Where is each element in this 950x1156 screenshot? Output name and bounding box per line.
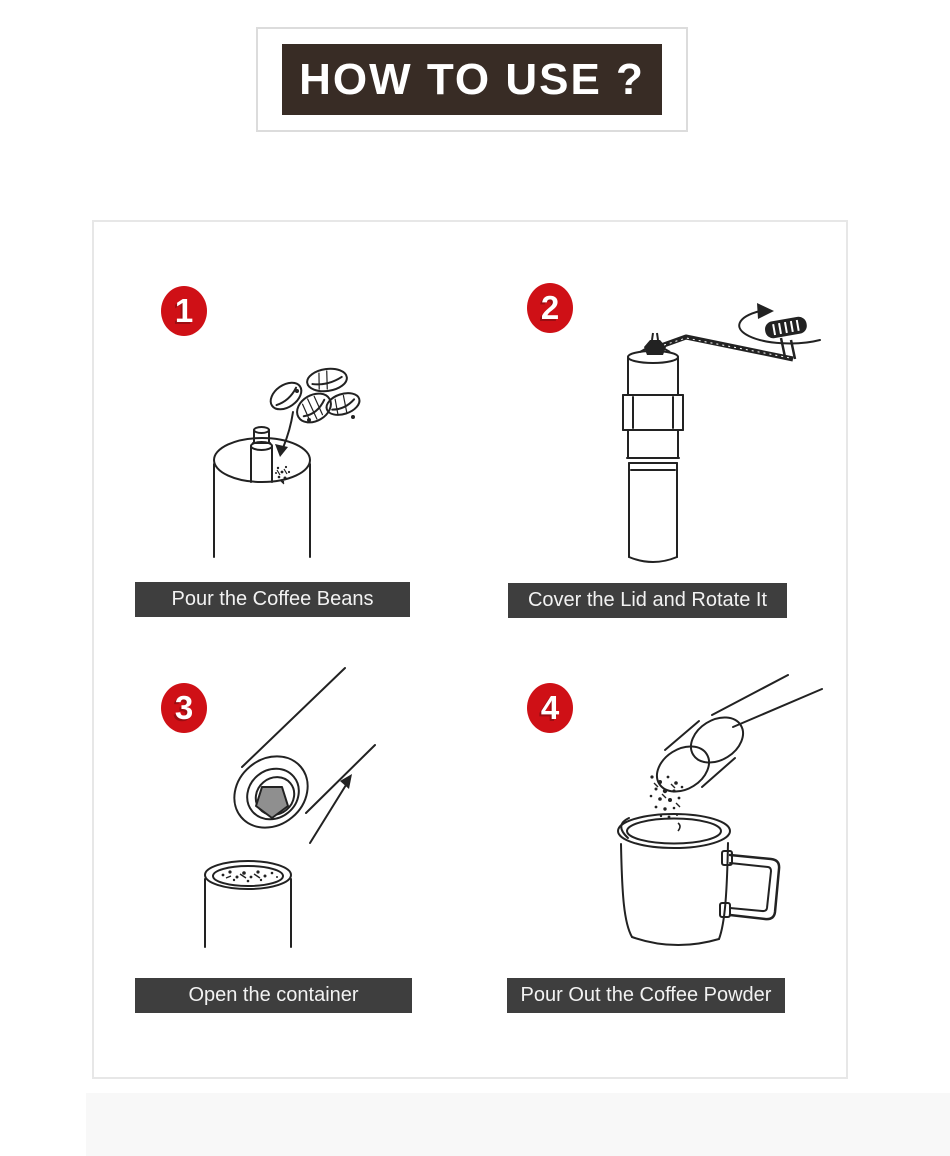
grinder-body [623,351,683,562]
burr-adjust-knob [256,787,288,818]
step-1-caption: Pour the Coffee Beans [135,582,410,617]
step-4-illustration-pouring-coffee-powder-into-pitcher [490,665,840,965]
instructions-panel [92,220,848,1079]
step-1-illustration-coffee-beans-poured-into-grinder-top [190,360,380,560]
step-2-illustration-grinder-with-crank-handle-and-rotation-arrow [500,295,840,575]
tilted-grinder-tube [220,668,375,842]
measuring-pitcher [618,814,779,945]
step-2-caption: Cover the Lid and Rotate It [508,583,787,618]
step-3-caption: Open the container [135,978,412,1013]
pour-arrow-icon [275,412,293,457]
crank-handle [661,315,808,359]
next-section-preview [86,1093,950,1156]
ground-coffee-in-container [222,870,278,882]
step-1-number-badge: 1 [161,286,207,336]
step-3-number-badge: 3 [161,683,207,733]
step-4-number-badge: 4 [527,683,573,733]
step-3-illustration-grinder-burr-lifted-off-powder-container [130,655,420,970]
coffee-beans-icon [266,366,362,428]
page-title: HOW TO USE ? [299,54,645,104]
powder-container [205,861,291,947]
falling-coffee-powder [650,775,684,831]
pull-apart-arrow-icon [310,774,352,843]
grinder-open-top-rim [214,438,310,482]
header-title-bar [282,44,662,115]
header-frame [256,27,688,132]
step-4-caption: Pour Out the Coffee Powder [507,978,785,1013]
step-2-number-badge: 2 [527,283,573,333]
pitcher-handle [720,851,779,919]
